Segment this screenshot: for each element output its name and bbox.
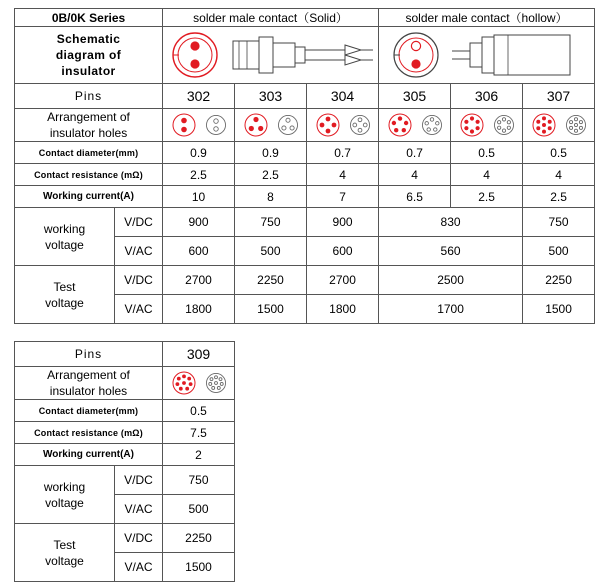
table2-row-contact-resistance bbox=[15, 422, 235, 444]
table2-contact-diameter-309: 0.5 bbox=[163, 400, 235, 422]
test-vdc-305-306: 2500 bbox=[379, 266, 523, 295]
arrangement-icon-306 bbox=[451, 109, 523, 142]
contact-resistance-label: Contact resistance (mΩ) bbox=[15, 164, 163, 186]
working-vac-unit: V/AC bbox=[115, 237, 163, 266]
table2-working-current-label: Working current(A) bbox=[15, 444, 163, 466]
table2-arrangement-label bbox=[15, 367, 163, 400]
table2-test-voltage-label-line1: Test bbox=[53, 537, 76, 552]
pins-row-label: Pins bbox=[15, 84, 163, 109]
working-current-305: 6.5 bbox=[379, 186, 451, 208]
insulator-pattern-307-male-icon bbox=[529, 110, 559, 140]
working-voltage-label-line1: working bbox=[43, 221, 86, 236]
pins-value-306: 306 bbox=[451, 84, 523, 109]
table2-test-vac-309: 1500 bbox=[163, 553, 235, 582]
table2-working-voltage-label-line2: voltage bbox=[45, 495, 84, 510]
contact-diameter-305: 0.7 bbox=[379, 142, 451, 164]
table2-contact-resistance-309: 7.5 bbox=[163, 422, 235, 444]
insulator-pattern-304-female-icon bbox=[347, 112, 373, 138]
contact-diameter-303: 0.9 bbox=[235, 142, 307, 164]
insulator-pattern-303-male-icon bbox=[241, 110, 271, 140]
working-vac-305-306: 560 bbox=[379, 237, 523, 266]
insulator-pattern-305-male-icon bbox=[385, 110, 415, 140]
table2-row-test-vdc bbox=[15, 524, 235, 553]
schematic-hollow-cell bbox=[379, 27, 595, 84]
working-vdc-304: 900 bbox=[307, 208, 379, 237]
working-vdc-305-306: 830 bbox=[379, 208, 523, 237]
arrangement-icon-302 bbox=[163, 109, 235, 142]
insulator-pattern-305-female-icon bbox=[419, 112, 445, 138]
table2-working-vac-309: 500 bbox=[163, 495, 235, 524]
working-vac-304: 600 bbox=[307, 237, 379, 266]
spec-table-309 bbox=[14, 341, 235, 582]
table-row-contact-diameter bbox=[15, 142, 595, 164]
arrangement-icon-305 bbox=[379, 109, 451, 142]
insulator-pattern-304-male-icon bbox=[313, 110, 343, 140]
table2-working-vdc-309: 750 bbox=[163, 466, 235, 495]
schematic-row-label bbox=[15, 27, 163, 84]
solid-side-view-icon bbox=[227, 29, 377, 81]
solid-front-view-icon bbox=[165, 29, 225, 81]
schematic-label-line2: diagram of bbox=[55, 48, 122, 62]
contact-resistance-304: 4 bbox=[307, 164, 379, 186]
test-vac-304: 1800 bbox=[307, 295, 379, 324]
working-voltage-label-line2: voltage bbox=[45, 237, 84, 252]
schematic-solid-cell bbox=[163, 27, 379, 84]
insulator-pattern-302-female-icon bbox=[203, 112, 229, 138]
contact-diameter-label: Contact diameter(mm) bbox=[15, 142, 163, 164]
arrangement-label-line1: Arrangement of bbox=[47, 110, 130, 124]
working-current-307: 2.5 bbox=[523, 186, 595, 208]
table2-working-voltage-label-line1: working bbox=[43, 479, 86, 494]
contact-resistance-302: 2.5 bbox=[163, 164, 235, 186]
table-row-pins bbox=[15, 84, 595, 109]
table2-row-working-current bbox=[15, 444, 235, 466]
table2-arrangement-label-line1: Arrangement of bbox=[47, 368, 130, 382]
table-row-schematic bbox=[15, 27, 595, 84]
schematic-label-line1: Schematic bbox=[56, 32, 121, 46]
working-vdc-307: 750 bbox=[523, 208, 595, 237]
insulator-pattern-303-female-icon bbox=[275, 112, 301, 138]
working-voltage-label bbox=[15, 208, 115, 266]
table2-row-arrangement bbox=[15, 367, 235, 400]
arrangement-icon-309 bbox=[163, 367, 235, 400]
table2-working-vac-unit: V/AC bbox=[115, 495, 163, 524]
table2-test-vac-unit: V/AC bbox=[115, 553, 163, 582]
arrangement-row-label bbox=[15, 109, 163, 142]
working-vac-307: 500 bbox=[523, 237, 595, 266]
table2-test-voltage-label-line2: voltage bbox=[45, 553, 84, 568]
pins-value-303: 303 bbox=[235, 84, 307, 109]
pins-value-304: 304 bbox=[307, 84, 379, 109]
arrangement-icon-303 bbox=[235, 109, 307, 142]
spec-table-main bbox=[14, 8, 595, 324]
contact-diameter-306: 0.5 bbox=[451, 142, 523, 164]
contact-diameter-302: 0.9 bbox=[163, 142, 235, 164]
column-group-hollow: solder male contact（hollow） bbox=[379, 9, 595, 27]
test-vdc-304: 2700 bbox=[307, 266, 379, 295]
table2-row-pins bbox=[15, 342, 235, 367]
working-current-302: 10 bbox=[163, 186, 235, 208]
test-vac-305-306: 1700 bbox=[379, 295, 523, 324]
test-voltage-label-line1: Test bbox=[53, 279, 76, 294]
hollow-side-view-icon bbox=[448, 29, 588, 81]
insulator-pattern-309-female-icon bbox=[203, 370, 229, 396]
working-current-306: 2.5 bbox=[451, 186, 523, 208]
working-vdc-302: 900 bbox=[163, 208, 235, 237]
contact-resistance-305: 4 bbox=[379, 164, 451, 186]
table2-test-vdc-unit: V/DC bbox=[115, 524, 163, 553]
table2-working-vdc-unit: V/DC bbox=[115, 466, 163, 495]
table-row-test-vdc bbox=[15, 266, 595, 295]
table2-test-vdc-309: 2250 bbox=[163, 524, 235, 553]
column-group-solid: solder male contact（Solid） bbox=[163, 9, 379, 27]
table2-arrangement-label-line2: insulator holes bbox=[49, 384, 128, 398]
schematic-label-line3: insulator bbox=[61, 64, 116, 78]
table2-test-voltage-label bbox=[15, 524, 115, 582]
insulator-pattern-309-male-icon bbox=[169, 368, 199, 398]
working-current-304: 7 bbox=[307, 186, 379, 208]
spec-sheet bbox=[14, 8, 595, 582]
test-vac-unit: V/AC bbox=[115, 295, 163, 324]
insulator-pattern-306-female-icon bbox=[491, 112, 517, 138]
insulator-pattern-307-female-icon bbox=[563, 112, 589, 138]
table-row-contact-resistance bbox=[15, 164, 595, 186]
working-current-label: Working current(A) bbox=[15, 186, 163, 208]
working-vdc-303: 750 bbox=[235, 208, 307, 237]
insulator-pattern-302-male-icon bbox=[169, 110, 199, 140]
test-vac-302: 1800 bbox=[163, 295, 235, 324]
contact-resistance-306: 4 bbox=[451, 164, 523, 186]
test-voltage-label-line2: voltage bbox=[45, 295, 84, 310]
test-vac-307: 1500 bbox=[523, 295, 595, 324]
test-vac-303: 1500 bbox=[235, 295, 307, 324]
working-current-303: 8 bbox=[235, 186, 307, 208]
table2-contact-resistance-label: Contact resistance (mΩ) bbox=[15, 422, 163, 444]
table-row-arrangement bbox=[15, 109, 595, 142]
contact-resistance-307: 4 bbox=[523, 164, 595, 186]
table-row-working-current bbox=[15, 186, 595, 208]
arrangement-icon-304 bbox=[307, 109, 379, 142]
series-title: 0B/0K Series bbox=[15, 9, 163, 27]
table2-pins-value-309: 309 bbox=[163, 342, 235, 367]
working-vdc-unit: V/DC bbox=[115, 208, 163, 237]
test-vdc-303: 2250 bbox=[235, 266, 307, 295]
insulator-pattern-306-male-icon bbox=[457, 110, 487, 140]
test-vdc-307: 2250 bbox=[523, 266, 595, 295]
table-row-header bbox=[15, 9, 595, 27]
working-vac-302: 600 bbox=[163, 237, 235, 266]
test-vdc-unit: V/DC bbox=[115, 266, 163, 295]
table2-pins-label: Pins bbox=[15, 342, 163, 367]
test-vdc-302: 2700 bbox=[163, 266, 235, 295]
arrangement-label-line2: insulator holes bbox=[49, 126, 128, 140]
hollow-front-view-icon bbox=[386, 29, 446, 81]
test-voltage-label bbox=[15, 266, 115, 324]
table2-row-working-vdc bbox=[15, 466, 235, 495]
contact-diameter-304: 0.7 bbox=[307, 142, 379, 164]
arrangement-icon-307 bbox=[523, 109, 595, 142]
pins-value-305: 305 bbox=[379, 84, 451, 109]
table-row-working-vdc bbox=[15, 208, 595, 237]
working-vac-303: 500 bbox=[235, 237, 307, 266]
contact-diameter-307: 0.5 bbox=[523, 142, 595, 164]
table2-row-contact-diameter bbox=[15, 400, 235, 422]
pins-value-302: 302 bbox=[163, 84, 235, 109]
table2-working-voltage-label bbox=[15, 466, 115, 524]
table2-contact-diameter-label: Contact diameter(mm) bbox=[15, 400, 163, 422]
contact-resistance-303: 2.5 bbox=[235, 164, 307, 186]
table2-working-current-309: 2 bbox=[163, 444, 235, 466]
pins-value-307: 307 bbox=[523, 84, 595, 109]
